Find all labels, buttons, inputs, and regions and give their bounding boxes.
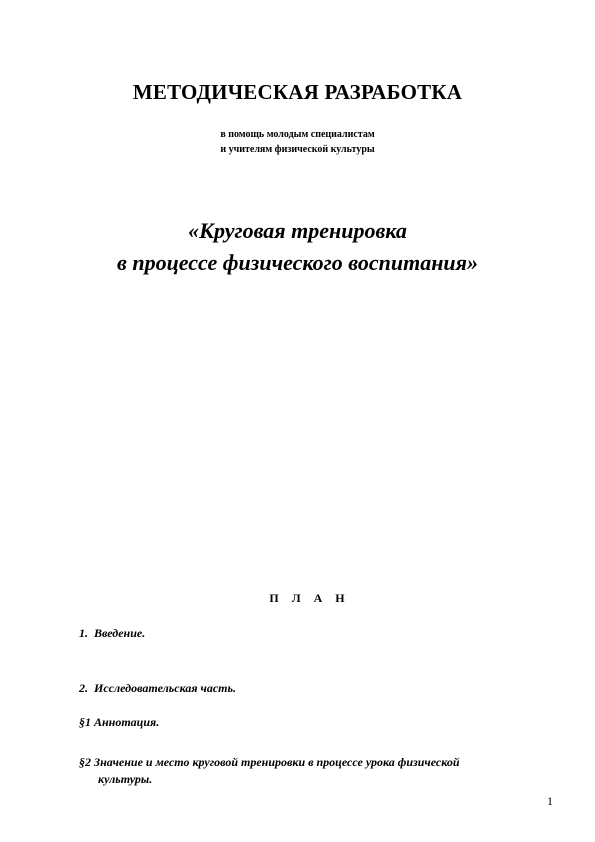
document-subtitle — [0, 127, 595, 157]
plan-item-text: Значение и место круговой тренировки в процессе урока физической — [94, 755, 460, 769]
subtitle-line: в помощь молодым специалистам — [220, 129, 375, 140]
topic-line: «Круговая тренировка — [188, 218, 407, 243]
plan-item — [79, 624, 145, 643]
subtitle-line: и учителям физической культуры — [220, 144, 375, 155]
document-topic — [0, 215, 595, 279]
plan-item-number: 1. — [79, 626, 88, 640]
plan-heading: П Л А Н — [269, 591, 350, 605]
plan-item-text: Введение. — [94, 626, 146, 640]
plan-item-text: Исследовательская часть. — [94, 681, 236, 695]
plan-item — [79, 713, 159, 732]
topic-line: в процессе физического воспитания» — [117, 250, 478, 275]
plan-item-number: §1 — [79, 715, 91, 729]
page-number: 1 — [547, 794, 553, 808]
plan-item — [79, 679, 236, 698]
document-title: МЕТОДИЧЕСКАЯ РАЗРАБОТКА — [132, 80, 463, 104]
plan-item-number: 2. — [79, 681, 88, 695]
plan-item-text: Аннотация. — [94, 715, 160, 729]
plan-item-continuation: культуры. — [98, 772, 153, 786]
plan-item — [79, 753, 460, 772]
plan-item-number: §2 — [79, 755, 91, 769]
